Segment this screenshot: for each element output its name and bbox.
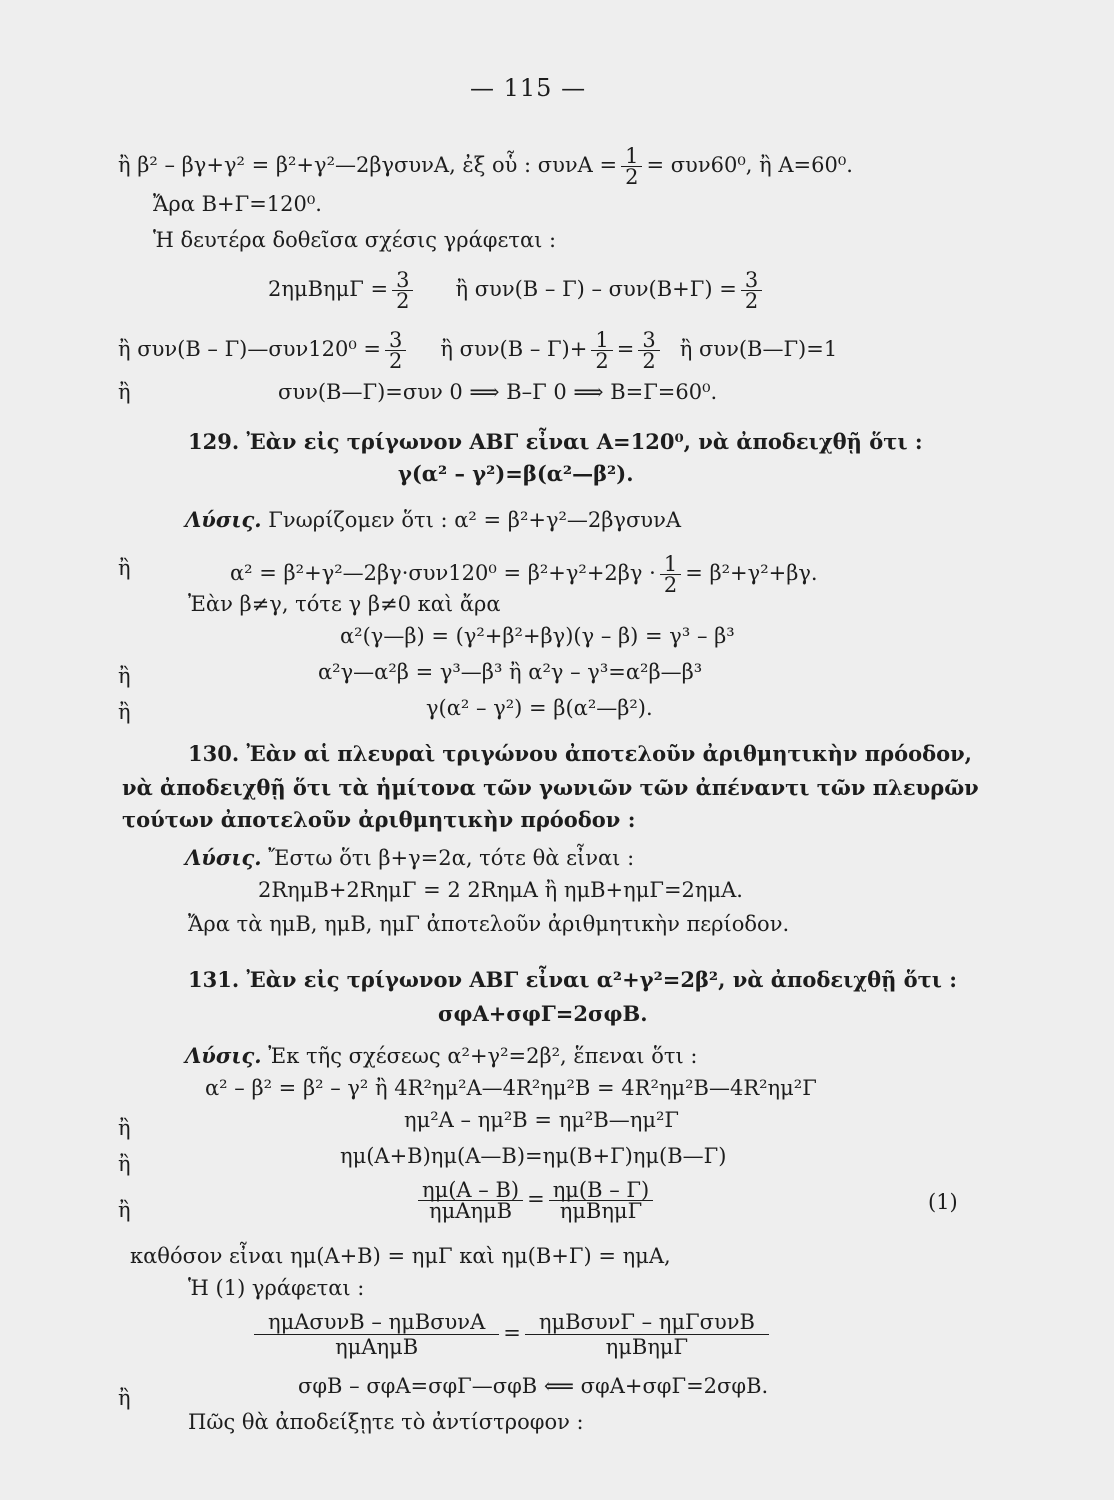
text: = β²+γ²+βγ. [685, 561, 818, 585]
problem-129-line-4-marker: ἢ [118, 664, 131, 688]
problem-131-equation: σφΑ+σφΓ=2σφΒ. [438, 1001, 648, 1026]
fraction [418, 1180, 523, 1221]
problem-131-line-8: σφΒ – σφΑ=σφΓ—σφΒ ⟸ σφΑ+σφΓ=2σφΒ. [298, 1374, 769, 1398]
problem-131-line-1: α² – β² = β² – γ² ἢ 4R²ημ²Α—4R²ημ²Β = 4R²ημ²Β—4R²ημ²Γ [205, 1076, 817, 1100]
equation-line-6: συν(Β—Γ)=συν 0 ⟹ Β–Γ 0 ⟹ Β=Γ=60⁰. [278, 380, 718, 404]
problem-129-line-5-marker: ἢ [118, 700, 131, 724]
fraction [525, 1310, 769, 1359]
text: α² = β²+γ²—2βγ·συν120⁰ = β²+γ²+2βγ · [230, 561, 656, 585]
denominator: 2 [625, 165, 639, 189]
numerator: 1 [660, 554, 681, 575]
solution-label: Λύσις. [185, 1043, 262, 1068]
problem-130-title-line-1: 130. Ἐὰν αἱ πλευραὶ τριγώνου ἀποτελοῦν ἀριθμητικὴν πρόοδον, [188, 741, 972, 766]
denominator: 2 [389, 349, 403, 373]
denominator: 2 [744, 289, 759, 313]
numerator: 3 [741, 270, 762, 291]
problem-129-equation: γ(α² – γ²)=β(α²—β²). [398, 461, 634, 486]
problem-131-line-8-marker: ἢ [118, 1386, 131, 1410]
equation-line-2: Ἄρα Β+Γ=120⁰. [153, 192, 322, 216]
equation-line-6-marker: ἢ [118, 380, 131, 404]
text: ἢ συν(Β – Γ)+ [440, 337, 588, 361]
numerator: ημ(Α – Β) [418, 1180, 523, 1201]
problem-130-solution [185, 844, 634, 872]
fraction [741, 270, 762, 311]
numerator: 1 [621, 146, 642, 167]
fraction [254, 1310, 499, 1359]
equation-tag-1: (1) [928, 1190, 958, 1214]
equation-line-4 [268, 270, 766, 311]
problem-131-line-2: ημ²Α – ημ²Β = ημ²Β—ημ²Γ [404, 1108, 679, 1132]
text: = [527, 1187, 545, 1211]
text: ἢ συν(Β—Γ)=1 [679, 337, 838, 361]
text: ἢ β² – βγ+γ² = β²+γ²—2βγσυνΑ, ἐξ οὗ : συνΑ = [118, 153, 618, 177]
problem-131-line-6: Ἡ (1) γράφεται : [188, 1276, 365, 1300]
fraction [392, 270, 413, 311]
numerator: ημΒσυνΓ – ημΓσυνΒ [525, 1310, 769, 1335]
numerator: 3 [638, 330, 659, 351]
text: = [503, 1321, 521, 1345]
fraction [591, 330, 612, 371]
text: Ἐκ τῆς σχέσεως α²+γ²=2β², ἕπεναι ὅτι : [268, 1044, 698, 1068]
denominator: ημΒημΓ [559, 1199, 643, 1223]
problem-131-line-3: ημ(Α+Β)ημ(Α—Β)=ημ(Β+Γ)ημ(Β—Γ) [340, 1144, 727, 1168]
problem-131-solution [185, 1042, 697, 1070]
denominator: 2 [595, 349, 609, 373]
page-number: — 115 — [470, 74, 587, 102]
equation-line-1 [118, 146, 853, 187]
problem-131-line-9: Πῶς θὰ ἀποδείξῃτε τὸ ἀντίστροφον : [188, 1410, 584, 1434]
denominator: 2 [642, 349, 656, 373]
problem-129-line-1-marker: ἢ [118, 556, 131, 580]
denominator: ημΑημΒ [335, 1335, 419, 1359]
problem-129-line-5: γ(α² – γ²) = β(α²—β²). [426, 696, 653, 720]
problem-130-title-line-2: νὰ ἀποδειχθῇ ὅτι τὰ ἡμίτονα τῶν γωνιῶν τῶν ἀπέναντι τῶν πλευρῶν [122, 775, 979, 800]
problem-129-line-4: α²γ—α²β = γ³—β³ ἢ α²γ – γ³=α²β—β³ [318, 660, 703, 684]
problem-131-line-5: καθόσον εἶναι ημ(Α+Β) = ημΓ καὶ ημ(Β+Γ) = ημΑ, [130, 1244, 671, 1268]
numerator: ημΑσυνΒ – ημΒσυνΑ [254, 1310, 499, 1335]
numerator: 1 [591, 330, 612, 351]
problem-129-line-3: α²(γ—β) = (γ²+β²+βγ)(γ – β) = γ³ – β³ [340, 624, 735, 648]
problem-131-line-4 [414, 1180, 657, 1221]
solution-label: Λύσις. [185, 507, 262, 532]
problem-129-line-2: Ἐὰν β≠γ, τότε γ β≠0 καὶ ἄρα [188, 592, 501, 616]
fraction [660, 554, 681, 595]
problem-131-line-2-marker: ἢ [118, 1116, 131, 1140]
numerator: 3 [392, 270, 413, 291]
problem-130-line-5: Ἄρα τὰ ημΒ, ημΒ, ημΓ ἀποτελοῦν ἀριθμητικὴν περίοδον. [188, 912, 790, 936]
fraction [549, 1180, 653, 1221]
fraction [385, 330, 406, 371]
text: Ἔστω ὅτι β+γ=2α, τότε θὰ εἶναι : [268, 846, 635, 870]
fraction [638, 330, 659, 371]
denominator: ημΒημΓ [605, 1335, 689, 1359]
problem-131-title: 131. Ἐὰν εἰς τρίγωνον ΑΒΓ εἶναι α²+γ²=2β², νὰ ἀποδειχθῇ ὅτι : [188, 967, 958, 992]
equation-line-5 [118, 330, 837, 371]
fraction [621, 146, 642, 187]
denominator: ημΑημΒ [429, 1199, 513, 1223]
denominator: 2 [396, 289, 410, 313]
solution-label: Λύσις. [185, 845, 262, 870]
text: 2ημΒημΓ = [268, 277, 389, 301]
text: = συν60⁰, ἢ Α=60⁰. [646, 153, 853, 177]
denominator: 2 [663, 573, 678, 597]
text: Γνωρίζομεν ὅτι : α² = β²+γ²—2βγσυνΑ [268, 508, 682, 532]
text: = [616, 337, 635, 361]
problem-130-line-4: 2RημΒ+2RημΓ = 2 2RημΑ ἢ ημΒ+ημΓ=2ημΑ. [258, 878, 743, 902]
problem-129-line-1 [230, 554, 818, 595]
text: ἢ συν(Β – Γ)—συν120⁰ = [118, 337, 382, 361]
problem-129-solution [185, 506, 681, 534]
problem-131-line-3-marker: ἢ [118, 1152, 131, 1176]
problem-130-title-line-3: τούτων ἀποτελοῦν ἀριθμητικὴν πρόοδον : [122, 807, 636, 832]
problem-129-title: 129. Ἐὰν εἰς τρίγωνον ΑΒΓ εἶναι Α=120⁰, νὰ ἀποδειχθῇ ὅτι : [188, 429, 923, 454]
text: ἢ συν(Β – Γ) – συν(Β+Γ) = [455, 277, 737, 301]
numerator: 3 [385, 330, 406, 351]
problem-131-line-4-marker: ἢ [118, 1198, 131, 1222]
text-line-3: Ἡ δευτέρα δοθεῖσα σχέσις γράφεται : [153, 228, 557, 252]
numerator: ημ(Β – Γ) [549, 1180, 653, 1201]
problem-131-line-7 [250, 1310, 773, 1359]
